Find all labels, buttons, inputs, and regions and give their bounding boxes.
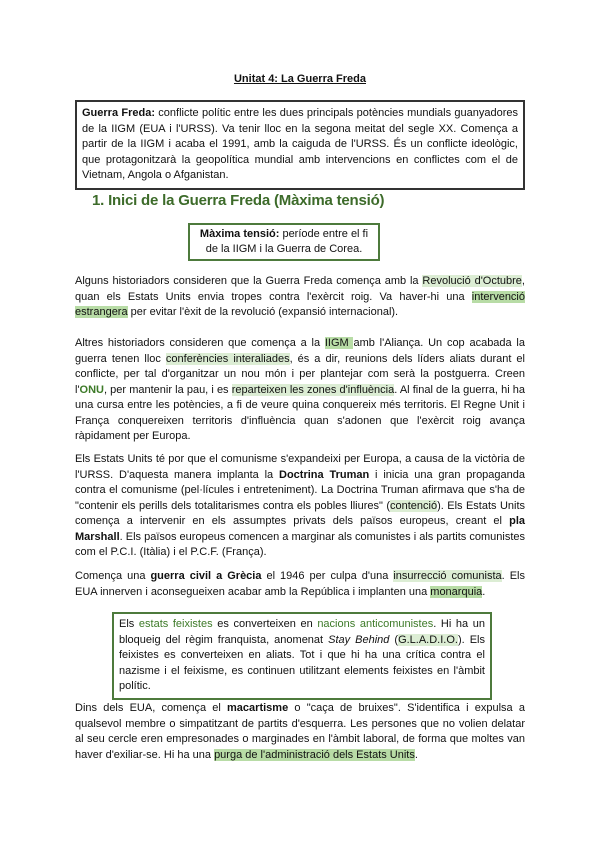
text-run: ). Els Estats Units comença a intervenir en els assumptes privats dels països europeus, creant el <box>75 499 526 527</box>
max-tension-box <box>188 223 380 261</box>
text-run: , és a dir, reunions dels líders aliats durant el conflicte, per tal d'organitzar un nou món i per plantejar com serà la postguerra. Creen l' <box>75 352 525 396</box>
italic-term: Stay Behind <box>328 633 390 646</box>
highlighted-term: contenció <box>390 499 438 512</box>
bold-term: Màxima tensió: <box>199 228 280 240</box>
green-bold-term: ONU <box>79 383 104 396</box>
text-run: . Els EUA innerven i aconsegueixen acabar amb la República i implanten una <box>75 570 526 598</box>
paragraph-greece <box>75 569 525 600</box>
text-run: Altres historiadors consideren que comença a la <box>75 337 325 349</box>
text-run: Els Estats Units té por que el comunisme s'expandeixi per Europa, a causa de la victòria de l'URSS. D'aquesta manera implanta la <box>75 453 525 481</box>
highlighted-term: G.L.A.D.I.O. <box>398 633 458 646</box>
bold-term: guerra civil a Grècia <box>150 570 262 582</box>
paragraph-iigm <box>75 336 525 445</box>
highlighted-term: insurrecció comunista <box>393 570 502 582</box>
document-title: Unitat 4: La Guerra Freda <box>233 73 367 85</box>
text-run: . Hi ha un bloqueig del règim franquista, anomenat <box>119 618 485 646</box>
text-run: . <box>482 585 486 598</box>
paragraph-truman <box>75 452 525 561</box>
text-run: període entre el fi de la IIGM i la Guerra de Corea. <box>205 228 369 255</box>
definition-box <box>75 100 525 190</box>
text-run: Alguns historiadors consideren que la Guerra Freda comença amb la <box>75 275 423 287</box>
text-run: el 1946 per culpa d'una <box>261 570 394 582</box>
highlighted-term: Revolució d'Octubre <box>422 275 522 287</box>
text-run: . <box>414 748 418 761</box>
highlighted-term: monarquia <box>430 585 483 598</box>
paragraph-mccarthyism <box>75 701 525 763</box>
text-run: Comença una <box>75 570 151 582</box>
bold-term: Guerra Freda: <box>82 107 155 119</box>
text-run: ). Els feixistes es converteixen en aliats. Tot i que hi ha una crítica contra el nazisme i el feixisme, es continuen utilitzant elements feixistes en l'àmbit polític. <box>119 633 485 692</box>
bold-term: macartisme <box>227 702 289 714</box>
green-term: estats feixistes <box>138 618 213 630</box>
text-run: , quan els Estats Units envia tropes contra l'exèrcit roig. Va haver-hi una <box>75 275 525 303</box>
highlighted-term: conferències interaliades <box>165 352 290 365</box>
text-run: Dins dels EUA, comença el <box>75 702 228 714</box>
bold-term: Doctrina Truman <box>279 468 370 481</box>
paragraph-october-revolution <box>75 274 525 321</box>
highlighted-term: purga de l'administració dels Estats Units <box>214 748 415 761</box>
highlighted-term: reparteixen les zones d'influència <box>231 383 395 396</box>
text-run: i inicia una gran propaganda contra el comunisme (pel·lícules i entreteniment). La Doctrina Truman afirmava que s'ha de "contenir els perills dels totalitarismes contra els pobles lliures" ( <box>75 468 526 512</box>
text-run: conflicte polític entre les dues principals potències mundials guanyadores de la IIGM (EUA i l'URSS). Va tenir lloc en la segona meitat del segle XX. Comença a partir de la IIGM i acaba el 1991, amb la caiguda de l'URSS. És un conflicte ideològic, que protagonitzarà la geopolítica mundial amb intervencions en conflictes com el de Vietnam, Angola o Afganistan. <box>82 107 518 181</box>
text-run: . Els països europeus comencen a marginar als comunistes i als partits comunistes com el P.C.I. (Itàlia) i el P.C.F. (França). <box>75 530 525 558</box>
text-run: , per mantenir la pau, i es <box>104 383 232 396</box>
highlighted-term: IIGM <box>324 337 354 349</box>
section-heading: 1. Inici de la Guerra Freda (Màxima tensió) <box>92 192 385 209</box>
text-run: es converteixen en <box>212 618 318 630</box>
fascist-states-box <box>112 612 492 700</box>
text-run: o "caça de bruixes". S'identifica i expulsa a qualsevol membre o simpatitzant de partits d'esquerra. Les persones que no volien delatar al seu cercle eren empresonades o marginades en l'àmbit laboral, de forma que moltes van haver d'exiliar-se. Hi ha una <box>75 702 525 761</box>
text-run: ( <box>389 633 399 646</box>
bold-term: pla Marshall <box>75 515 525 543</box>
text-run: amb l'Aliança. Un cop acabada la guerra tenen lloc <box>75 337 525 365</box>
text-run: per evitar l'èxit de la revolució (expansió internacional). <box>127 306 399 318</box>
green-term: nacions anticomunistes <box>317 618 434 630</box>
text-run: . Al final de la guerra, hi ha una cursa entre les potències, a fi de veure quina conquereix més territoris. El Regne Unit i França conquereixen territoris d'influència quan s'adonen que l'exèrcit roig avança ràpidament per Europa. <box>75 383 525 442</box>
highlighted-term: intervenció estrangera <box>75 290 525 318</box>
text-run: Els <box>119 618 139 630</box>
